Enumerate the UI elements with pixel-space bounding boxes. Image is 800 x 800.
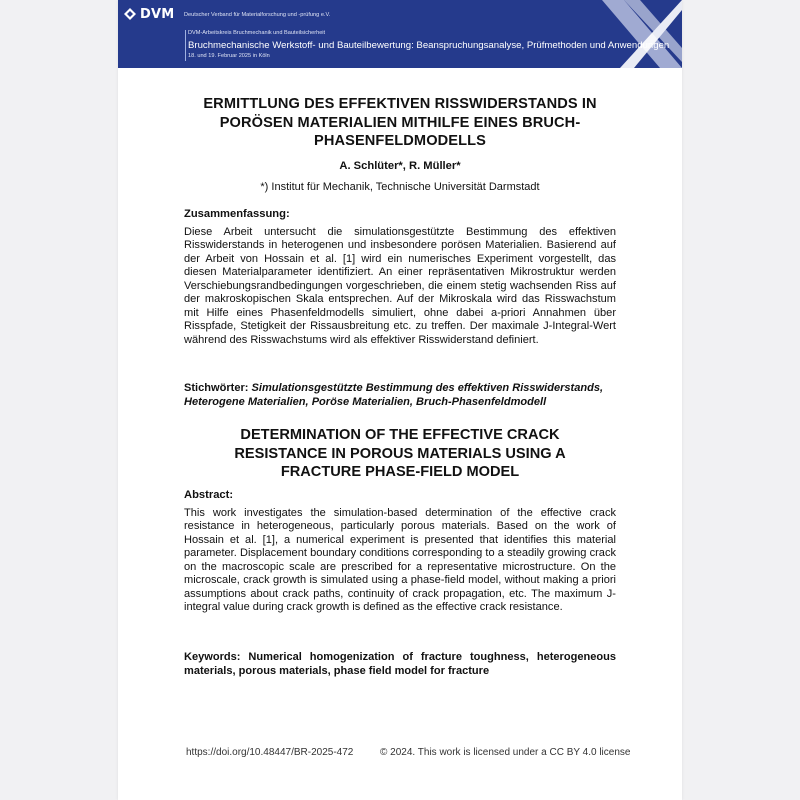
title-german-line: ERMITTLUNG DES EFFEKTIVEN RISSWIDERSTANDS IN [203, 96, 597, 112]
doi-link[interactable]: https://doi.org/10.48447/BR-2025-472 [186, 747, 354, 758]
keywords-german-line1: Simulationsgestützte Bestimmung des effektiven Risswiderstands, [251, 382, 604, 394]
abstract-heading-german: Zusammenfassung: [184, 208, 290, 220]
title-german-line: PHASENFELDMODELLS [314, 133, 486, 149]
abstract-heading-english: Abstract: [184, 489, 234, 501]
keywords-german [184, 382, 616, 409]
conference-banner [118, 0, 682, 68]
title-english [148, 426, 652, 482]
license-notice: © 2024. This work is licensed under a CC BY 4.0 license [380, 747, 631, 758]
affiliation: *) Institut für Mechanik, Technische Universität Darmstadt [260, 181, 540, 193]
authors: A. Schlüter*, R. Müller* [339, 160, 461, 172]
conference-date: 18. und 19. Februar 2025 in Köln [188, 53, 270, 59]
banner-divider [185, 30, 186, 61]
document-page [118, 0, 682, 800]
logo-text: DVM [140, 6, 175, 22]
org-name: Deutscher Verband für Materialforschung und -prüfung e.V. [184, 12, 331, 18]
conference-title: Bruchmechanische Werkstoff- und Bauteilbewertung: Beanspruchungsanalyse, Prüfmethoden und Anwendungen [188, 40, 670, 51]
keywords-english: Keywords: Numerical homogenization of fracture toughness, heterogeneous materials, porous materials, phase field model for fracture [184, 651, 616, 677]
title-german-line: PORÖSEN MATERIALIEN MITHILFE EINES BRUCH- [219, 114, 581, 131]
working-group: DVM-Arbeitskreis Bruchmechanik und Bauteilsicherheit [188, 30, 326, 36]
abstract-english: This work investigates the simulation-based determination of the effective crack resistance in heterogeneous, particularly porous materials. Based on the work of Hossain et al. [1], a numerical experiment is presented that identifies this material parameter. Displacement boundary conditions corresponding to a steadily growing crack on the macroscopic scale are prescribed for a representative microstructure. On the microscale, crack growth is simulated using a phase-field model, without making a priori assumptions about crack paths, continuity of crack propagation, etc. The maximum J-integral value during crack growth is defined as the effective crack resistance. [184, 507, 616, 614]
title-english-line: RESISTANCE IN POROUS MATERIALS USING A [234, 445, 566, 462]
keywords-label: Stichwörter: [184, 382, 249, 394]
keywords-german-line2: Heterogene Materialien, Poröse Materialien, Bruch-Phasenfeldmodell [184, 395, 547, 408]
decorative-x-graphic [562, 0, 682, 68]
title-english-line: DETERMINATION OF THE EFFECTIVE CRACK [240, 427, 560, 443]
title-english-line: FRACTURE PHASE-FIELD MODEL [280, 464, 520, 480]
dvm-diamond-icon [124, 8, 136, 20]
dvm-logo [124, 7, 174, 21]
abstract-german: Diese Arbeit untersucht die simulationsgestützte Bestimmung des effektiven Risswiderstands in heterogenen und insbesondere porösen Materialien. Basierend auf der Arbeit von Hossain et al. [1] wird ein numerisches Experiment vorgestellt, das diesen Materialparameter identifiziert. An einer repräsentativen Mikrostruktur werden Verschiebungsrandbedingungen vorgeschrieben, die einem stetig wachsenden Riss auf der makroskopischen Skala entsprechen. Auf der Mikroskala wird das Risswachstum mit Hilfe eines Phasenfeldmodells simuliert, ohne dabei a-priori Annahmen über Risspfade, Stetigkeit der Rissausbreitung etc. zu treffen. Der maximale J-Integral-Wert während des Risswachstums wird als effektiver Risswiderstand definiert. [184, 226, 616, 346]
title-german [148, 95, 652, 151]
